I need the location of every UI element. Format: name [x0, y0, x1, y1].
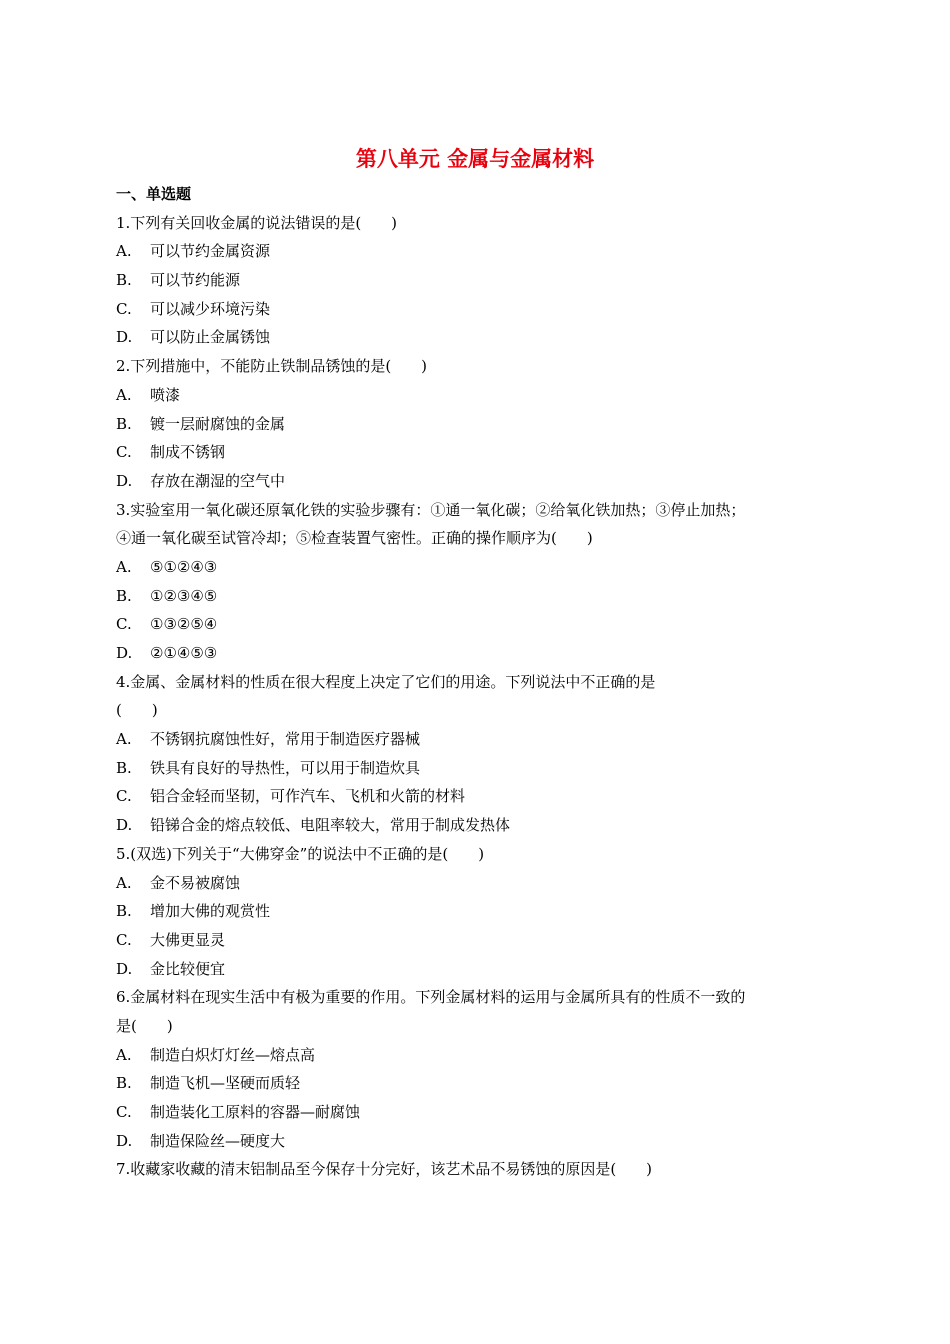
option-text: 铁具有良好的导热性，可以用于制造炊具	[150, 758, 421, 777]
option-letter: B.	[116, 758, 132, 777]
option-text: 金不易被腐蚀	[150, 873, 241, 892]
question-2-option-a	[116, 381, 836, 410]
option-letter: C.	[116, 443, 132, 462]
option-letter: D.	[116, 471, 133, 490]
question-3-option-c	[116, 610, 836, 639]
question-4-text-line-2: ( )	[116, 701, 158, 720]
section-heading: 一、单选题	[116, 185, 192, 203]
option-letter: D.	[116, 644, 133, 662]
question-1-option-c	[116, 295, 836, 324]
page-title: 第八单元 金属与金属材料	[355, 147, 595, 171]
question-3-text-line-2: ④通一氧化碳至试管冷却；⑤检查装置气密性。正确的操作顺序为( )	[116, 529, 593, 548]
question-list	[116, 180, 836, 1184]
option-text: 镀一层耐腐蚀的金属	[150, 414, 286, 433]
option-letter: D.	[116, 1131, 133, 1150]
question-1-option-a	[116, 237, 836, 266]
option-letter: A.	[116, 242, 132, 261]
option-letter: A.	[116, 873, 132, 892]
option-text: 可以节约能源	[150, 271, 241, 290]
option-letter: B.	[116, 271, 132, 290]
option-text: 制成不锈钢	[150, 443, 226, 462]
question-7-text: 7.收藏家收藏的清末铝制品至今保存十分完好，该艺术品不易锈蚀的原因是( )	[116, 1160, 653, 1179]
question-3-option-b	[116, 582, 836, 611]
question-5-option-a	[116, 869, 836, 898]
option-text: 制造飞机—坚硬而质轻	[150, 1074, 301, 1093]
question-5-option-c	[116, 926, 836, 955]
option-text: 可以节约金属资源	[150, 242, 271, 261]
question-6-option-a	[116, 1041, 836, 1070]
option-text: 金比较便宜	[150, 959, 226, 978]
option-text: 制造装化工原料的容器—耐腐蚀	[150, 1103, 361, 1121]
question-6-option-c	[116, 1098, 836, 1127]
option-letter: A.	[116, 1045, 132, 1064]
question-5-option-d	[116, 955, 836, 984]
option-letter: B.	[116, 902, 132, 921]
option-letter: D.	[116, 959, 133, 978]
question-2-text: 2.下列措施中，不能防止铁制品锈蚀的是( )	[116, 357, 428, 376]
option-letter: D.	[116, 816, 133, 835]
option-text: 制造白炽灯灯丝—熔点高	[150, 1045, 316, 1064]
question-2-option-b	[116, 410, 836, 439]
option-letter: B.	[116, 586, 132, 605]
question-1-text: 1.下列有关回收金属的说法错误的是( )	[116, 213, 398, 232]
question-6-text-line-1: 6.金属材料在现实生活中有极为重要的作用。下列金属材料的运用与金属所具有的性质不一致的	[116, 988, 746, 1007]
option-text: 不锈钢抗腐蚀性好，常用于制造医疗器械	[150, 730, 421, 749]
option-text: 喷漆	[150, 385, 181, 404]
option-letter: D.	[116, 328, 133, 347]
question-4-option-a	[116, 725, 836, 754]
option-text: 增加大佛的观赏性	[150, 902, 271, 921]
option-text: ①③②⑤④	[150, 615, 218, 634]
option-text: 大佛更显灵	[150, 930, 226, 949]
question-4-text-line-1: 4.金属、金属材料的性质在很大程度上决定了它们的用途。下列说法中不正确的是	[116, 672, 656, 691]
question-1-option-b	[116, 266, 836, 295]
question-2-option-d	[116, 467, 836, 496]
option-letter: C.	[116, 1103, 132, 1121]
question-4-option-c	[116, 782, 836, 811]
option-text: 铅锑合金的熔点较低、电阻率较大，常用于制成发热体	[150, 816, 511, 835]
option-letter: C.	[116, 930, 132, 949]
option-text: ①②③④⑤	[150, 586, 218, 605]
question-2-option-c	[116, 438, 836, 467]
option-letter: C.	[116, 299, 132, 318]
option-text: 可以防止金属锈蚀	[150, 328, 271, 347]
question-6-option-b	[116, 1069, 836, 1098]
option-letter: B.	[116, 1074, 132, 1093]
option-letter: A.	[116, 385, 132, 404]
question-5-text: 5.(双选)下列关于“大佛穿金”的说法中不正确的是( )	[116, 844, 485, 863]
question-5-option-b	[116, 897, 836, 926]
option-text: 铝合金轻而坚韧，可作汽车、飞机和火箭的材料	[150, 787, 466, 806]
question-3-option-d	[116, 639, 836, 668]
option-letter: A.	[116, 730, 132, 749]
option-text: ⑤①②④③	[150, 557, 218, 576]
option-letter: A.	[116, 557, 132, 576]
option-text: 存放在潮湿的空气中	[150, 471, 286, 490]
question-3-text-line-1: 3.实验室用一氧化碳还原氧化铁的实验步骤有：①通一氧化碳；②给氧化铁加热；③停止加热；	[116, 500, 746, 519]
question-4-option-b	[116, 754, 836, 783]
option-letter: B.	[116, 414, 132, 433]
option-text: ②①④⑤③	[150, 644, 218, 662]
option-letter: C.	[116, 615, 132, 634]
question-1-option-d	[116, 323, 836, 352]
question-6-text-line-2: 是( )	[116, 1016, 173, 1035]
question-4-option-d	[116, 811, 836, 840]
option-text: 可以减少环境污染	[150, 299, 271, 318]
option-text: 制造保险丝—硬度大	[150, 1131, 286, 1150]
question-3-option-a	[116, 553, 836, 582]
question-6-option-d	[116, 1127, 836, 1156]
option-letter: C.	[116, 787, 132, 806]
